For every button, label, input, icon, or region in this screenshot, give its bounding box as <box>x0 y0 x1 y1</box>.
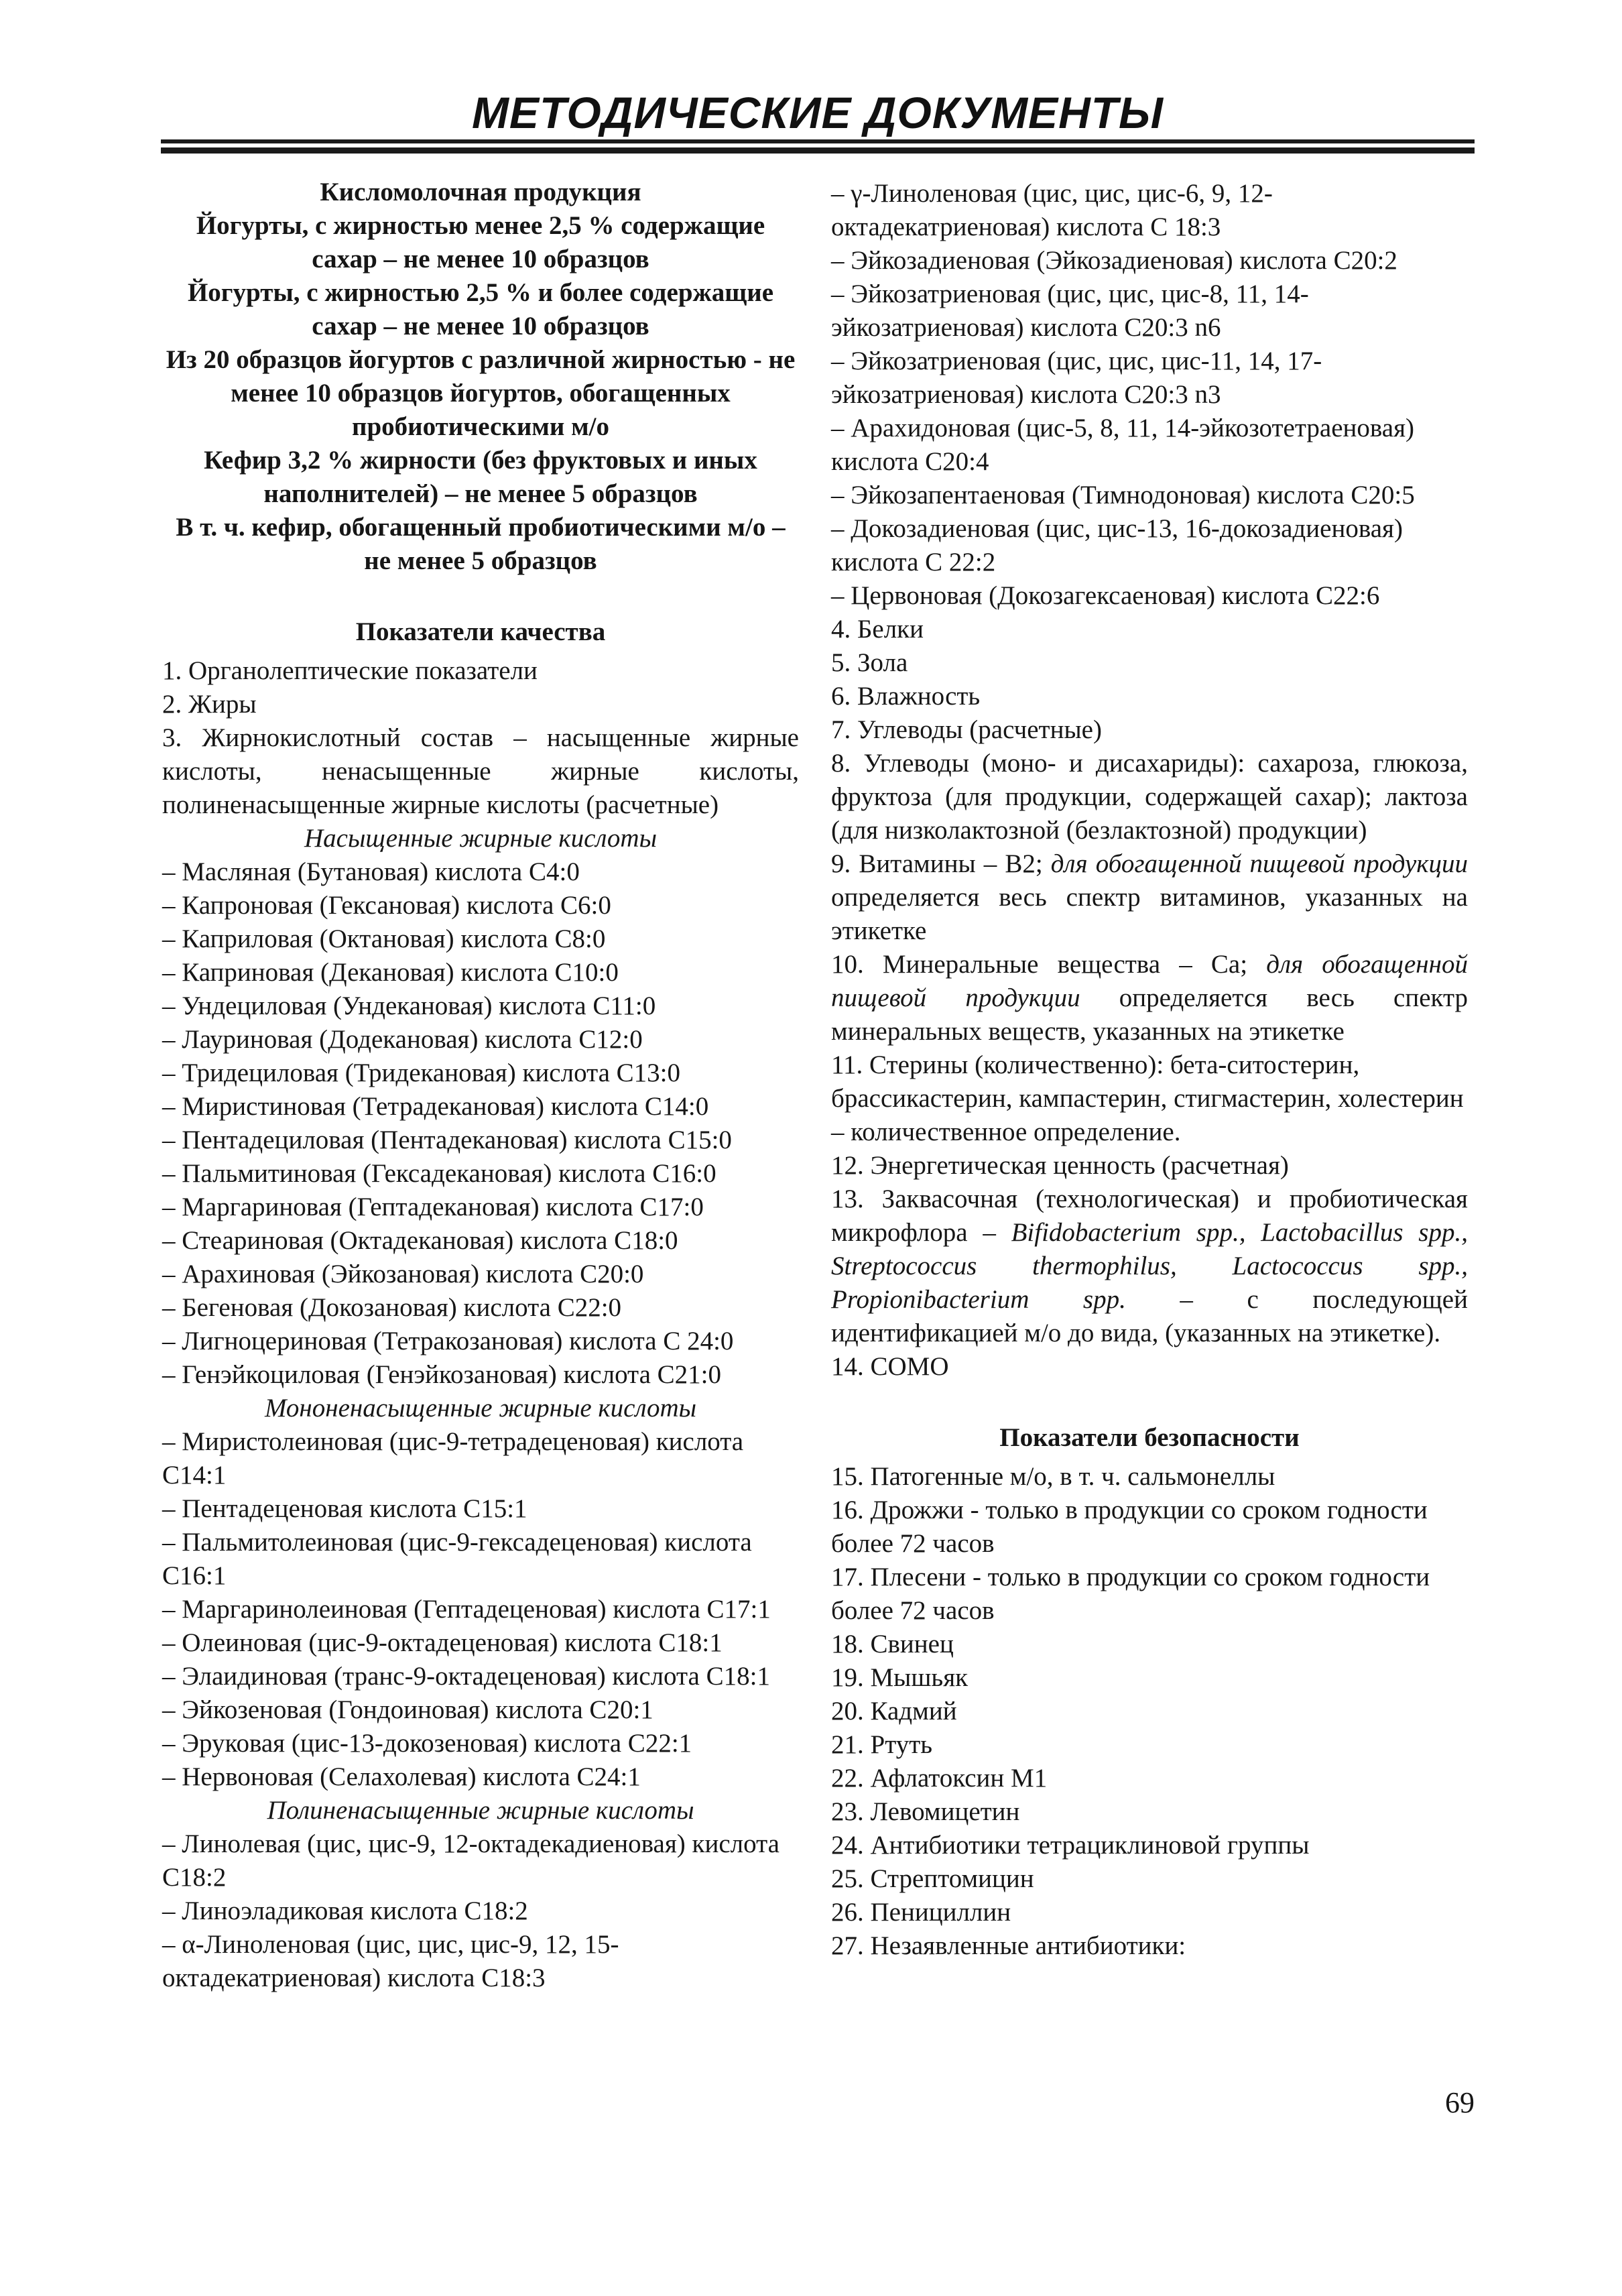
poly-acid-item: – α-Линоленовая (цис, цис, цис-9, 12, 15-октадекатриеновая) кислота С18:3 <box>162 1930 619 1992</box>
saturated-acid-item: – Лауриновая (Додекановая) кислота С12:0 <box>162 1025 643 1054</box>
saturated-acid-item: – Пентадециловая (Пентадекановая) кислота С15:0 <box>162 1126 732 1154</box>
safety-item: 22. Афлатоксин М1 <box>831 1764 1048 1793</box>
safety-item: 27. Незаявленные антибиотики: <box>831 1931 1186 1960</box>
item-italic-text: для обогащенной пищевой продукции <box>831 950 1469 1012</box>
safety-item: 15. Патогенные м/о, в т. ч. сальмонеллы <box>831 1462 1275 1491</box>
mono-acid-item: – Эйкозеновая (Гондоиновая) кислота С20:1 <box>162 1695 653 1724</box>
sample-plan-line: Кисломолочная продукция <box>320 178 641 206</box>
item-text: – с последующей идентификацией м/о до вида, (указанных на этикетке). <box>831 1285 1468 1347</box>
poly-acid-item: – Цервоновая (Докозагексаеновая) кислота С22:6 <box>831 581 1380 610</box>
safety-item: 21. Ртуть <box>831 1730 933 1759</box>
quality-item-minerals <box>831 948 1468 1048</box>
safety-item: 17. Плесени - только в продукции со сроком годности более 72 часов <box>831 1563 1430 1625</box>
quality-item: 8. Углеводы (моно- и дисахариды): сахароза, глюкоза, фруктоза (для продукции, содержащей сахар); лактоза (для низколактозной (безлактозной) продукции) <box>831 749 1468 845</box>
saturated-acid-item: – Масляная (Бутановая) кислота С4:0 <box>162 857 580 886</box>
mono-acid-item: – Олеиновая (цис-9-октадеценовая) кислота С18:1 <box>162 1628 723 1657</box>
saturated-acid-item: – Миристиновая (Тетрадекановая) кислота С14:0 <box>162 1092 709 1121</box>
saturated-acid-item: – Пальмитиновая (Гексадекановая) кислота С16:0 <box>162 1159 716 1188</box>
safety-item: 25. Стрептомицин <box>831 1864 1034 1893</box>
mono-subtitle: Мононенасыщенные жирные кислоты <box>264 1394 697 1423</box>
saturated-acid-item: – Бегеновая (Докозановая) кислота С22:0 <box>162 1293 622 1322</box>
sample-plan-line: Из 20 образцов йогуртов с различной жирностью - не менее 10 образцов йогуртов, обогащенных пробиотическими м/о <box>166 345 796 441</box>
poly-acid-item: – Эйкозапентаеновая (Тимнодоновая) кислота С20:5 <box>831 481 1415 509</box>
mono-acid-item: – Пальмитолеиновая (цис-9-гексадеценовая) кислота С16:1 <box>162 1528 752 1590</box>
quality-item-microflora <box>831 1183 1468 1350</box>
header-rule-thin <box>161 139 1475 143</box>
mono-acid-item: – Эруковая (цис-13-докозеновая) кислота С22:1 <box>162 1729 692 1758</box>
saturated-acid-item: – Лигноцериновая (Тетракозановая) кислота С 24:0 <box>162 1327 734 1355</box>
item-text: 10. Минеральные вещества – Са; <box>831 950 1267 979</box>
item-italic-text: Bifidobacterium spp., Lactobacillus spp., Streptococcus thermophilus, Lactococcus spp., Propionibacterium spp. <box>831 1218 1468 1314</box>
mono-acid-item: – Миристолеиновая (цис-9-тетрадеценовая) кислота С14:1 <box>162 1427 744 1490</box>
right-column <box>831 177 1468 1963</box>
poly-acid-item: – Арахидоновая (цис-5, 8, 11, 14-эйкозотетраеновая) кислота С20:4 <box>831 414 1415 476</box>
saturated-acid-item: – Ундециловая (Ундекановая) кислота С11:0 <box>162 991 656 1020</box>
mono-acid-item: – Элаидиновая (транс-9-октадеценовая) кислота С18:1 <box>162 1662 770 1691</box>
saturated-acid-item: – Тридециловая (Тридекановая) кислота С13:0 <box>162 1059 680 1087</box>
header-rule-thick <box>161 147 1475 154</box>
saturated-acid-item: – Капроновая (Гексановая) кислота С6:0 <box>162 891 611 920</box>
poly-acid-item: – Эйкозатриеновая (цис, цис, цис-8, 11, 14-эйкозатриеновая) кислота С20:3 n6 <box>831 280 1309 342</box>
poly-acid-item: – Линоэладиковая кислота С18:2 <box>162 1896 528 1925</box>
quality-item-somo: 14. СОМО <box>831 1352 949 1381</box>
mono-acid-item: – Пентадеценовая кислота С15:1 <box>162 1494 527 1523</box>
quality-item: 3. Жирнокислотный состав – насыщенные жирные кислоты, ненасыщенные жирные кислоты, полиненасыщенные жирные кислоты (расчетные) <box>162 723 799 819</box>
safety-item: 16. Дрожжи - только в продукции со сроком годности более 72 часов <box>831 1496 1428 1558</box>
saturated-acid-item: – Каприновая (Декановая) кислота С10:0 <box>162 958 619 987</box>
sample-plan-line: В т. ч. кефир, обогащенный пробиотическими м/о – не менее 5 образцов <box>176 513 786 575</box>
item-text: 13. Заквасочная (технологическая) и пробиотическая микрофлора – <box>831 1185 1468 1247</box>
safety-item: 23. Левомицетин <box>831 1797 1020 1826</box>
poly-acid-item: – Линолевая (цис, цис-9, 12-октадекадиеновая) кислота С18:2 <box>162 1829 779 1892</box>
quality-section-title: Показатели качества <box>355 617 606 646</box>
poly-subtitle: Полиненасыщенные жирные кислоты <box>267 1796 694 1825</box>
page-number: 69 <box>1445 2086 1475 2119</box>
item-italic-text: для обогащенной пищевой продукции <box>1050 849 1469 878</box>
quality-item-sterols: 11. Стерины (количественно): бета-ситостерин, брассикастерин, кампастерин, стигмастерин, холестерин – количественное определение. <box>831 1050 1464 1146</box>
saturated-acid-item: – Маргариновая (Гептадекановая) кислота С17:0 <box>162 1193 704 1221</box>
saturated-acid-item: – Арахиновая (Эйкозановая) кислота С20:0 <box>162 1260 644 1288</box>
safety-section-title: Показатели безопасности <box>999 1423 1300 1452</box>
quality-item-energy: 12. Энергетическая ценность (расчетная) <box>831 1151 1289 1180</box>
sample-plan-block <box>162 176 799 578</box>
quality-item: 1. Органолептические показатели <box>162 656 538 685</box>
poly-acid-item: – Эйкозатриеновая (цис, цис, цис-11, 14, 17-эйкозатриеновая) кислота С20:3 n3 <box>831 347 1322 409</box>
item-text: определяется весь спектр минеральных веществ, указанных на этикетке <box>831 983 1468 1046</box>
poly-acid-item: – Докозадиеновая (цис, цис-13, 16-докозадиеновая) кислота С 22:2 <box>831 514 1403 577</box>
safety-item: 24. Антибиотики тетрациклиновой группы <box>831 1831 1310 1860</box>
page-header: МЕТОДИЧЕСКИЕ ДОКУМЕНТЫ <box>471 88 1164 137</box>
saturated-acid-item: – Генэйкоциловая (Генэйкозановая) кислота С21:0 <box>162 1360 721 1389</box>
quality-item: 4. Белки <box>831 615 924 644</box>
saturated-acid-item: – Стеариновая (Октадекановая) кислота С18:0 <box>162 1226 678 1255</box>
quality-item: 2. Жиры <box>162 690 257 719</box>
saturated-subtitle: Насыщенные жирные кислоты <box>304 824 657 853</box>
quality-item-vitamins <box>831 847 1468 948</box>
safety-item: 20. Кадмий <box>831 1697 957 1726</box>
quality-item: 5. Зола <box>831 648 908 677</box>
sample-plan-line: Йогурты, с жирностью менее 2,5 % содержащие сахар – не менее 10 образцов <box>196 211 765 274</box>
item-text: определяется весь спектр витаминов, указанных на этикетке <box>831 883 1468 945</box>
quality-item: 6. Влажность <box>831 682 981 711</box>
safety-item: 18. Свинец <box>831 1630 954 1658</box>
poly-acid-item: – Эйкозадиеновая (Эйкозадиеновая) кислота С20:2 <box>831 246 1397 275</box>
sample-plan-line: Йогурты, с жирностью 2,5 % и более содержащие сахар – не менее 10 образцов <box>187 278 774 341</box>
mono-acid-item: – Нервоновая (Селахолевая) кислота С24:1 <box>162 1762 641 1791</box>
saturated-acid-item: – Каприловая (Октановая) кислота С8:0 <box>162 924 606 953</box>
left-column <box>162 176 799 1995</box>
sample-plan-line: Кефир 3,2 % жирности (без фруктовых и иных наполнителей) – не менее 5 образцов <box>204 446 757 508</box>
item-text: 9. Витамины – В2; <box>831 849 1051 878</box>
safety-item: 19. Мышьяк <box>831 1663 969 1692</box>
poly-acid-item: – γ-Линоленовая (цис, цис, цис-6, 9, 12-октадекатриеновая) кислота С 18:3 <box>831 179 1273 241</box>
mono-acid-item: – Маргаринолеиновая (Гептадеценовая) кислота С17:1 <box>162 1595 771 1624</box>
safety-item: 26. Пенициллин <box>831 1898 1011 1927</box>
quality-item: 7. Углеводы (расчетные) <box>831 715 1102 744</box>
